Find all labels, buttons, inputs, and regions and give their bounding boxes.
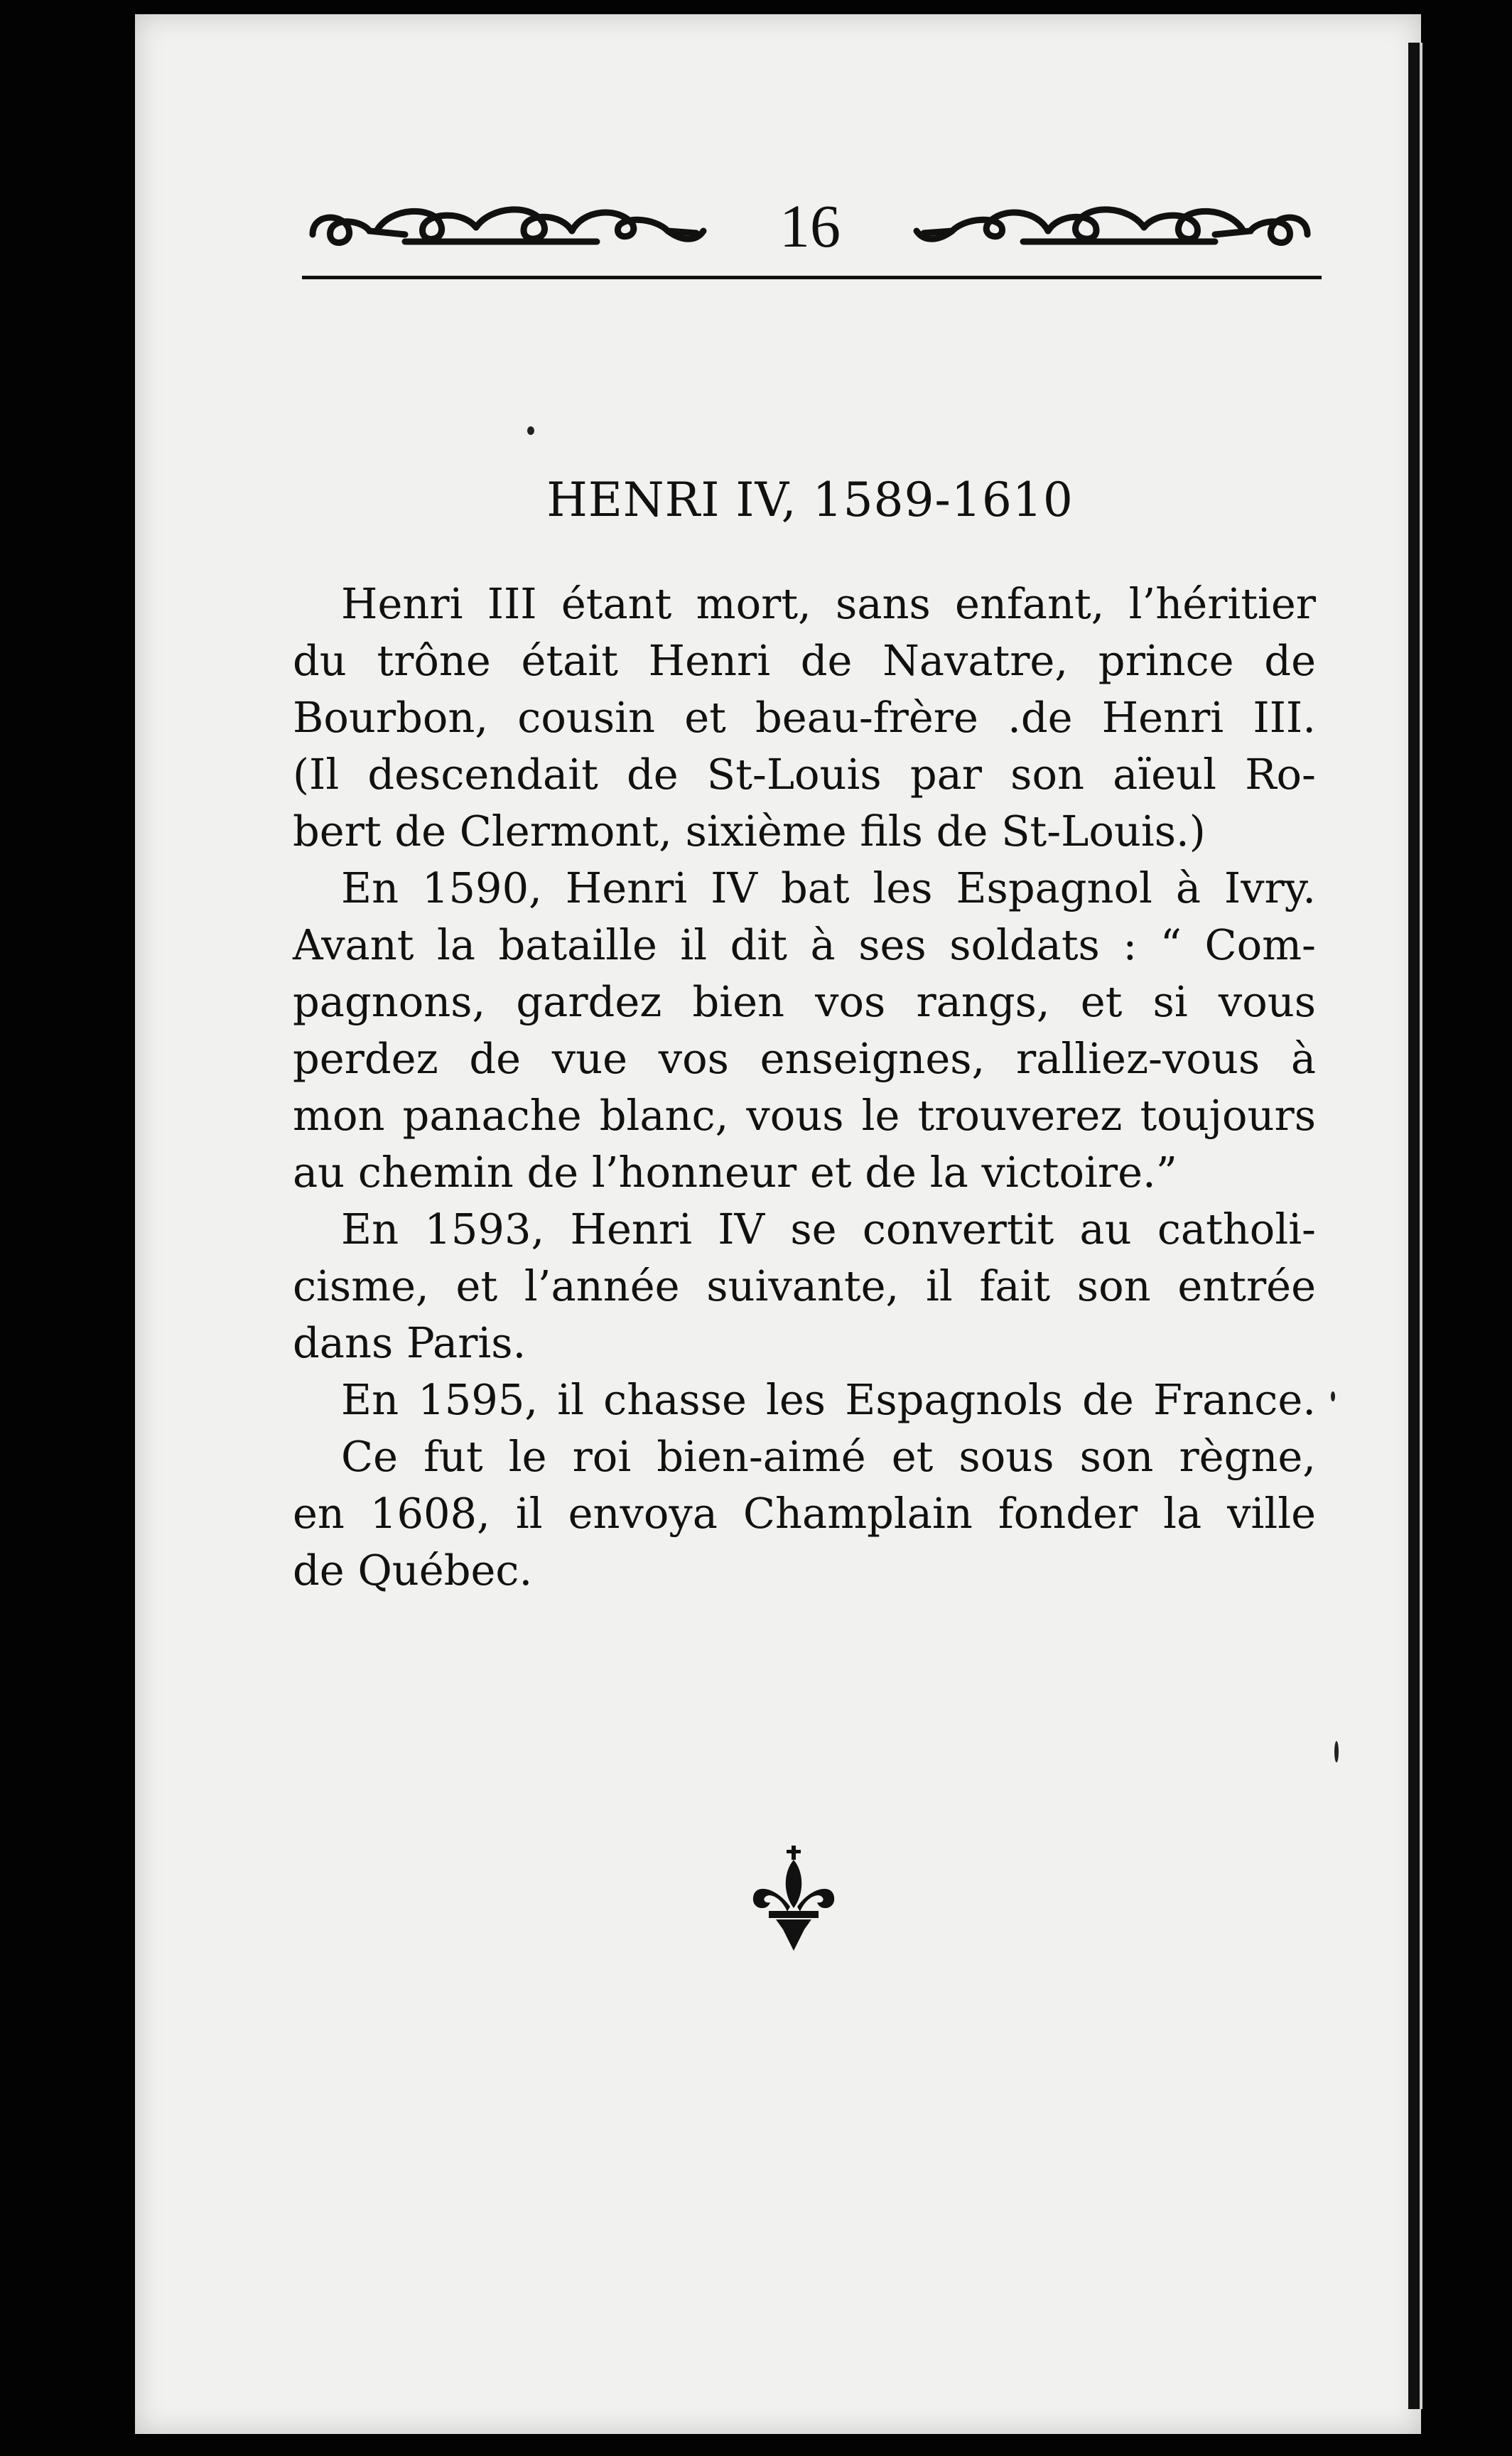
header-rule [302,276,1322,279]
page-edge [1408,43,1420,2409]
text-line: au chemin de l’honneur et de la victoire.” [293,1148,1177,1197]
text-line: Avant la bataille il dit à ses soldats : “ Com- [293,920,1316,969]
text-line: En 1595, il chasse les Espagnols de France. [341,1375,1316,1424]
body-text [293,576,1316,1599]
page-header [298,171,1322,291]
scroll-ornament-left-icon [298,192,711,263]
fleur-de-lis-icon [747,1844,840,1958]
text-line: en 1608, il envoya Champlain fonder la ville [293,1489,1316,1538]
text-line: pagnons, gardez bien vos rangs, et si vous [293,977,1316,1026]
text-line: En 1590, Henri IV bat les Espagnol à Ivry. [341,863,1316,912]
text-line: du trône était Henri de Navatre, prince de [293,636,1316,685]
text-line: Henri III étant mort, sans enfant, l’héritier [341,579,1316,628]
scroll-ornament-right-icon [909,192,1322,263]
chapter-title: HENRI IV, 1589-1610 [546,473,1074,527]
text-line: cisme, et l’année suivante, il fait son entrée [293,1261,1316,1310]
scan-speck [1331,1391,1335,1401]
text-line: bert de Clermont, sixième fils de St-Louis.) [293,807,1206,856]
text-line: (Il descendait de St-Louis par son aïeul Ro- [293,750,1316,799]
text-line: perdez de vue vos enseignes, ralliez-vous à [293,1034,1316,1083]
text-line: dans Paris. [293,1318,526,1367]
page-edge-highlight [1420,43,1422,2409]
scan-speck [527,426,534,435]
scan-speck [1334,1741,1339,1762]
text-line: Bourbon, cousin et beau-frère .de Henri III. [293,693,1316,742]
text-line: En 1593, Henri IV se convertit au catholi- [341,1205,1316,1254]
text-line: Ce fut le roi bien-aimé et sous son règne, [341,1432,1316,1481]
page-number: 16 [779,192,841,260]
text-line: mon panache blanc, vous le trouverez toujours [293,1091,1316,1140]
text-line: de Québec. [293,1546,533,1595]
